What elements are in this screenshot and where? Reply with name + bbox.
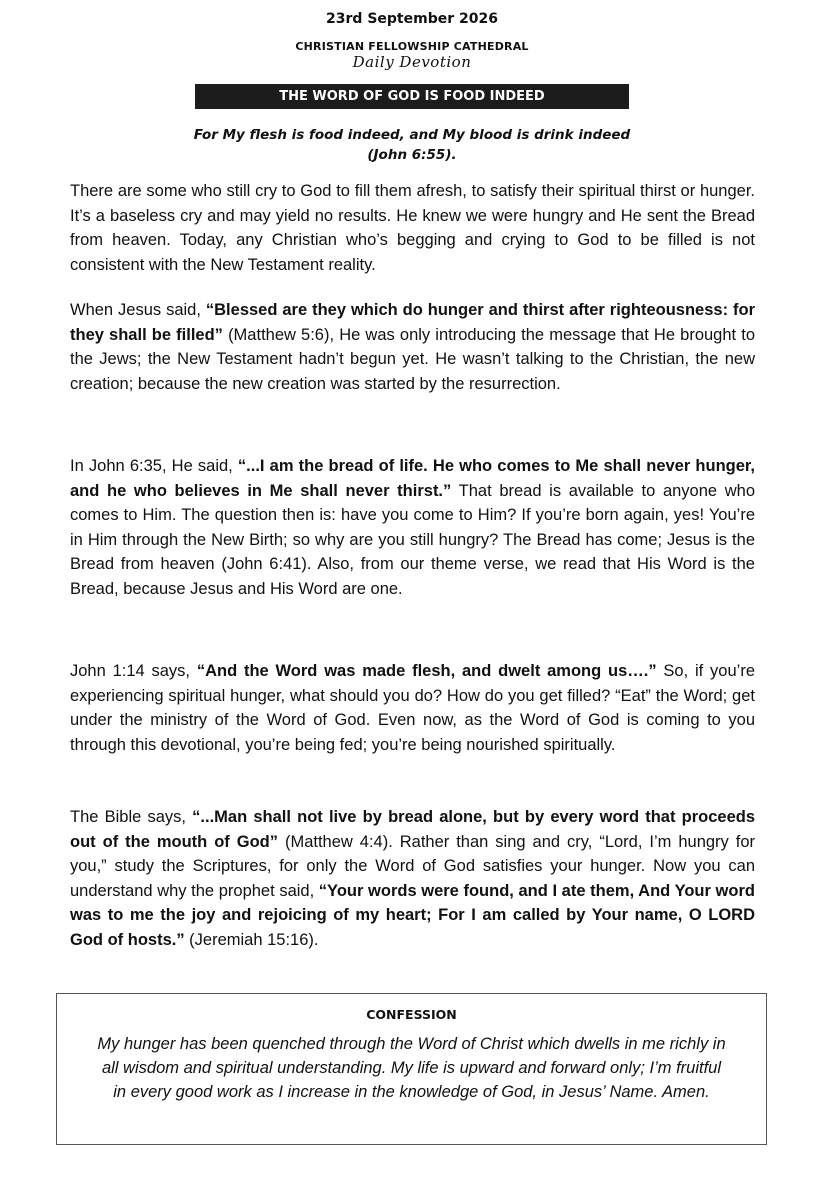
confession-box <box>56 993 767 1145</box>
paragraph-4-quote: “And the Word was made flesh, and dwelt among us….” <box>196 662 657 680</box>
paragraph-4-body: So, if you’re experiencing spiritual hunger, what should you do? How do you get filled? “Eat” the Word; get under the ministry of the Word of God. Even now, as the Word of God is coming to you through this devotional, you’re being fed; you’re being nourished spiritually. <box>70 662 755 754</box>
paragraph-5-intro: The Bible says, <box>70 808 193 826</box>
paragraph-3-quote: “...I am the bread of life. He who comes to Me shall never hunger, and he who believes in Me shall never thirst.” <box>70 457 755 500</box>
confession-heading: CONFESSION <box>366 1007 457 1022</box>
theme-verse-text: For My flesh is food indeed, and My blood is drink indeed <box>193 127 631 143</box>
paragraph-2-intro: When Jesus said, <box>70 301 206 319</box>
theme-verse-reference: (John 6:55). <box>367 147 457 163</box>
paragraph-1: There are some who still cry to God to fill them afresh, to satisfy their spiritual thirst or hunger. It’s a baseless cry and may yield no results. He knew we were hungry and He sent the Bread from heaven. Today, any Christian who’s begging and crying to God to be filled is not consistent with the New Testament reality. <box>70 182 755 274</box>
paragraph-5 <box>70 805 755 952</box>
devotion-title-bar <box>195 84 629 109</box>
paragraph-5-quote-2: “Your words were found, and I ate them, And Your word was to me the joy and rejoicing of my heart; For I am called by Your name, O LORD God of hosts.” <box>70 881 755 949</box>
paragraph-3-body: That bread is available to anyone who comes to Him. The question then is: have you come to Him? If you’re born again, yes! You’re in Him through the New Birth; so why are you still hungry? The Bread has come; Jesus is the Bread from heaven (John 6:41). Also, from our theme verse, we read that His Word is the Bread, because Jesus and His Word are one. <box>70 481 756 598</box>
paragraph-5-quote-1: “...Man shall not live by bread alone, but by every word that proceeds out of the mouth of God” <box>70 808 755 851</box>
paragraph-5-body: (Matthew 4:4). Rather than sing and cry, “Lord, I’m hungry for you,” study the Scriptures, for only the Word of God satisfies your hunger. Now you can understand why the prophet said, <box>70 832 756 900</box>
paragraph-2 <box>70 298 755 396</box>
paragraph-2-body: (Matthew 5:6), He was only introducing the message that He brought to the Jews; the New Testament hadn’t begun yet. He wasn’t talking to the Christian, the new creation; because the new creation was started by the resurrection. <box>70 325 756 393</box>
paragraph-2-quote: “Blessed are they which do hunger and thirst after righteousness: for they shall be filled” <box>70 301 755 344</box>
confession-text: My hunger has been quenched through the Word of Christ which dwells in me richly in all wisdom and spiritual understanding. My life is upward and forward only; I’m fruitful in every good work as I increase in the knowledge of God, in Jesus’ Name. Amen. <box>97 1035 726 1101</box>
paragraph-3 <box>70 454 755 601</box>
paragraph-4 <box>70 659 755 757</box>
paragraph-4-intro: John 1:14 says, <box>70 662 197 680</box>
theme-verse <box>120 125 704 165</box>
devotion-date: 23rd September 2026 <box>326 11 498 27</box>
devotion-subtitle: Daily Devotion <box>352 53 472 71</box>
church-name: CHRISTIAN FELLOWSHIP CATHEDRAL <box>295 40 529 53</box>
devotion-title: THE WORD OF GOD IS FOOD INDEED <box>279 89 545 104</box>
paragraph-3-intro: In John 6:35, He said, <box>70 457 238 475</box>
paragraph-5-reference: (Jeremiah 15:16). <box>184 930 319 949</box>
